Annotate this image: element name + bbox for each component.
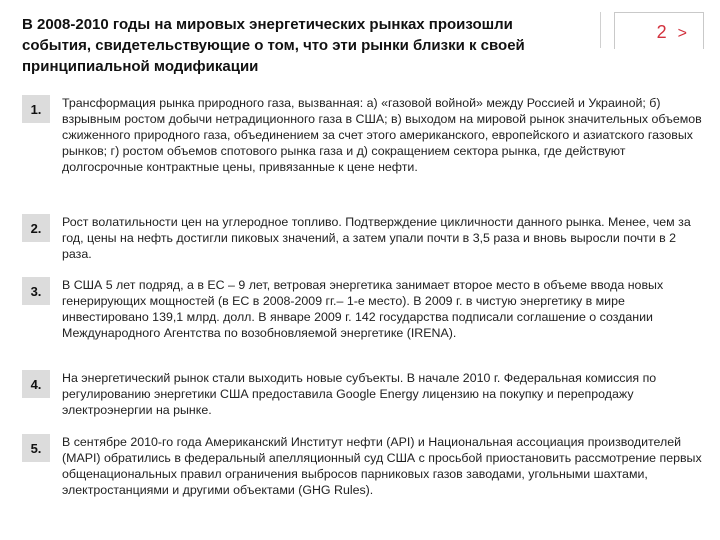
item-text: Трансформация рынка природного газа, вызванная: а) «газовой войной» между Россией и Украиной; б) взрывным ростом добычи нетрадиционного газа в США; в) выходом на мировой рынок значительных объемов сжиженного природного газа, объединением за счет этого американского, европейского и азиатского газовых рынков; г) ростом объемов спотового рынка газа и д) сокращением сектора рынка, где действуют долгосрочные контрактные цены, привязанные к цене нефти. [62, 96, 702, 174]
item-number-badge: 4. [22, 370, 50, 398]
item-number-badge: 3. [22, 277, 50, 305]
item-text: На энергетический рынок стали выходить новые субъекты. В начале 2010 г. Федеральная комиссия по регулированию энергетики США предоставила Google Energy лицензию на покупку и перепродажу электроэнергии на рынке. [62, 371, 657, 417]
slide-title: В 2008-2010 годы на мировых энергетических рынках произошли события, свидетельствующие о том, что эти рынки близки к своей принципиальной модификации [22, 16, 525, 75]
next-arrow-icon[interactable]: > [677, 25, 687, 42]
item-number-badge: 1. [22, 95, 50, 123]
page-number: 2 > [656, 22, 687, 42]
item-text: В сентябре 2010-го года Американский Институт нефти (API) и Национальная ассоциация производителей (MAPI) обратились в федеральный апелляционный суд США с просьбой приостановить рассмотрение первых общенациональных правил ограничения выбросов парниковых газов заводами, угольными шахтами, электростанциями и другими объектами (GHG Rules). [62, 435, 702, 497]
header-divider [600, 12, 601, 48]
page-indicator [614, 12, 704, 49]
item-text: Рост волатильности цен на углеродное топливо. Подтверждение цикличности данного рынка. Менее, чем за год, цены на нефть достигли пиковых значений, а затем упали почти в 3,5 раза и вновь выросли почти в 2 раза. [62, 215, 691, 261]
item-number-badge: 2. [22, 214, 50, 242]
item-text: В США 5 лет подряд, а в ЕС – 9 лет, ветровая энергетика занимает второе место в объеме ввода новых генерирующих мощностей (в ЕС в 2008-2009 гг.– 1-е место). В 2009 г. в чистую энергетику в мире инвестировано 139,1 млрд. долл. В январе 2009 г. 142 государства подписали соглашение о создании Международного Агентства по возобновляемой энергетике (IRENA). [62, 278, 664, 340]
item-number-badge: 5. [22, 434, 50, 462]
